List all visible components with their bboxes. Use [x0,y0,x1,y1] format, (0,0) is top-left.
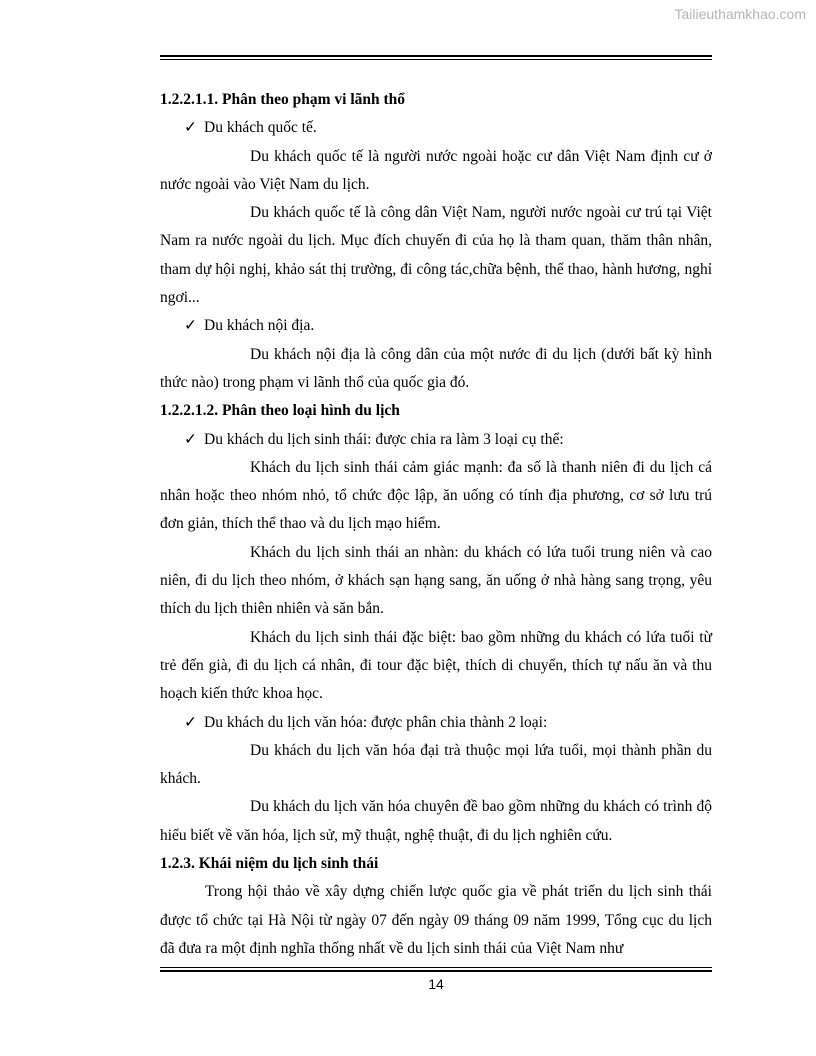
bullet-text: Du khách du lịch sinh thái: được chia ra làm 3 loại cụ thể: [204,430,564,448]
bullet-item [160,312,712,340]
page-number: 14 [428,976,444,992]
checkmark-icon: ✓ [184,317,197,335]
body-paragraph: Du khách nội địa là công dân của một nước đi du lịch (dưới bất kỳ hình thức nào) trong phạm vi lãnh thổ của quốc gia đó. [160,345,712,391]
body-paragraph: Khách du lịch sinh thái an nhàn: du khách có lứa tuổi trung niên và cao niên, đi du lịch theo nhóm, ở khách sạn hạng sang, ăn uống ở nhà hàng sang trọng, yêu thích du lịch thiên nhiên và săn bắn. [160,543,712,618]
bullet-text: Du khách nội địa. [204,317,315,335]
watermark-text: Tailieuthamkhao.com [674,6,806,22]
body-paragraph: Du khách du lịch văn hóa đại trà thuộc mọi lứa tuổi, mọi thành phần du khách. [160,741,712,788]
header-rule [160,55,712,60]
body-paragraph: Trong hội thảo về xây dựng chiến lược quốc gia về phát triển du lịch sinh thái được tổ chức tại Hà Nội từ ngày 07 đến ngày 09 tháng 09 năm 1999, Tổng cục du lịch đã đưa ra một định nghĩa thống nhất về du lịch sinh thái của Việt Nam như [160,883,712,957]
page-content [160,86,712,963]
bullet-item [160,709,712,737]
body-paragraph: Khách du lịch sinh thái cảm giác mạnh: đa số là thanh niên đi du lịch cá nhân hoặc theo nhóm nhỏ, tổ chức độc lập, ăn uống có tính địa phương, cơ sở lưu trú đơn giản, thích thể thao và du lịch mạo hiểm. [160,458,712,533]
section-heading: 1.2.2.1.1. Phân theo phạm vi lãnh thổ [160,91,406,108]
section-heading: 1.2.2.1.2. Phân theo loại hình du lịch [160,402,400,420]
checkmark-icon: ✓ [184,713,197,731]
bullet-item [160,114,712,142]
body-paragraph: Du khách quốc tế là công dân Việt Nam, người nước ngoài cư trú tại Việt Nam ra nước ngoài du lịch. Mục đích chuyến đi của họ là tham quan, thăm thân nhân, tham dự hội nghị, khảo sát thị trường, đi công tác,chữa bệnh, thể thao, hành hương, nghỉ ngơi... [160,204,712,307]
bullet-item [160,426,712,454]
checkmark-icon: ✓ [184,119,197,137]
body-paragraph: Khách du lịch sinh thái đặc biệt: bao gồm những du khách có lứa tuổi từ trẻ đến già, đi du lịch cá nhân, đi tour đặc biệt, thích di chuyển, thích tự nấu ăn và thu hoạch kiến thức khoa học. [160,628,712,703]
body-paragraph: Du khách quốc tế là người nước ngoài hoặc cư dân Việt Nam định cư ở nước ngoài vào Việt Nam du lịch. [160,147,712,193]
section-heading: 1.2.3. Khái niệm du lịch sinh thái [160,855,379,873]
footer-rule [160,967,712,972]
bullet-text: Du khách quốc tế. [204,119,317,137]
bullet-text: Du khách du lịch văn hóa: được phân chia thành 2 loại: [204,713,548,731]
checkmark-icon: ✓ [184,430,197,448]
body-paragraph: Du khách du lịch văn hóa chuyên đề bao gồm những du khách có trình độ hiểu biết về văn hóa, lịch sử, mỹ thuật, nghệ thuật, đi du lịch nghiên cứu. [160,798,712,844]
